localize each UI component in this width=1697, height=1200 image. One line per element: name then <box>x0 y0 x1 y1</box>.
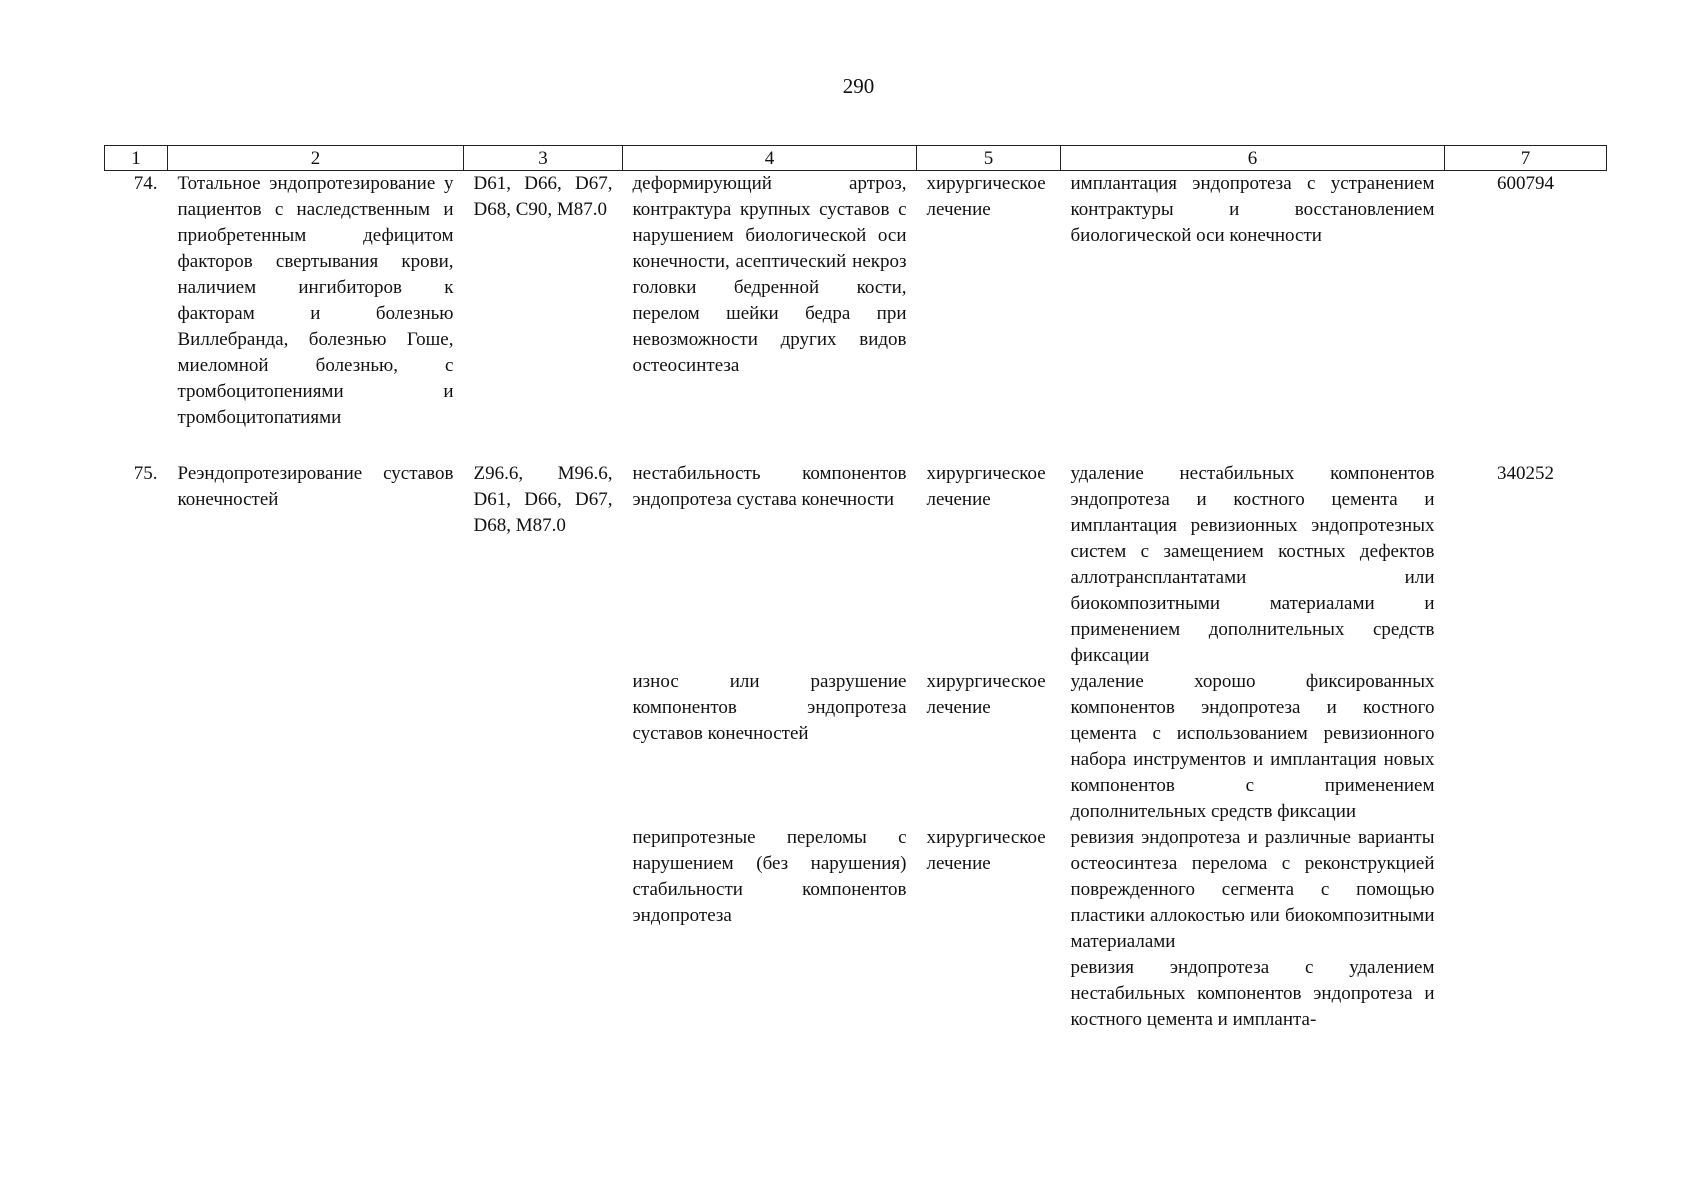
treatment-method: имплантация эндопротеза с устранением контрактуры и восстановлением биологической оси конечности <box>1070 173 1435 246</box>
row-number: 75. <box>133 463 158 484</box>
treatment-type <box>917 955 1061 1033</box>
row-number <box>105 669 168 825</box>
cost-value <box>1445 669 1607 825</box>
table-row <box>105 669 1607 825</box>
cost-value <box>1445 825 1607 955</box>
cost-value: 600794 <box>1497 173 1554 194</box>
patient-model: нестабильность компонентов эндопротеза сустава конечности <box>632 463 907 510</box>
column-header: 5 <box>917 146 1061 171</box>
column-header: 4 <box>623 146 917 171</box>
icd-codes <box>464 669 623 825</box>
column-header: 6 <box>1061 146 1445 171</box>
patient-model: деформирующий артроз, контрактура крупных суставов с нарушением биологической оси конечности, асептический некроз головки бедренной кости, перелом шейки бедра при невозможности других видов остеосинтеза <box>632 173 907 376</box>
row-number: 74. <box>133 173 158 194</box>
treatment-type: хирургическое лечение <box>926 671 1046 718</box>
cost-value <box>1445 955 1607 1033</box>
patient-model <box>623 955 917 1033</box>
table-row <box>105 825 1607 955</box>
column-header: 7 <box>1445 146 1607 171</box>
procedure-name <box>168 825 464 955</box>
patient-model: износ или разрушение компонентов эндопротеза суставов конечностей <box>632 671 907 744</box>
page-number: 290 <box>842 74 875 98</box>
icd-codes: D61, D66, D67, D68, C90, M87.0 <box>473 173 613 220</box>
table-row <box>105 955 1607 1033</box>
procedure-name: Тотальное эндопротезирование у пациентов с наследственным и приобретенным дефицитом факторов свертывания крови, наличием ингибиторов к факторам и болезнью Виллебранда, болезнью Гоше, миеломной болезнью, с тромбоцитопениями и тромбоцитопатиями <box>177 173 454 428</box>
column-header: 3 <box>464 146 623 171</box>
row-spacer <box>105 431 1607 461</box>
icd-codes: Z96.6, M96.6, D61, D66, D67, D68, M87.0 <box>473 463 613 536</box>
treatment-method: ревизия эндопротеза и различные варианты остеосинтеза перелома с реконструкцией поврежденного сегмента с помощью пластики аллокостью или биокомпозитными материалами <box>1070 827 1435 952</box>
column-header: 2 <box>168 146 464 171</box>
treatment-method: удаление хорошо фиксированных компонентов эндопротеза и костного цемента с использованием ревизионного набора инструментов и имплантация новых компонентов с применением дополнительных средств фиксации <box>1070 671 1435 822</box>
treatment-method: удаление нестабильных компонентов эндопротеза и костного цемента и имплантация ревизионных эндопротезных систем с замещением костных дефектов аллотрансплантатами или биокомпозитными материалами и применением дополнительных средств фиксации <box>1070 463 1435 666</box>
icd-codes <box>464 955 623 1033</box>
table-row <box>105 171 1607 432</box>
procedure-name: Реэндопротезирование суставов конечностей <box>177 463 454 510</box>
treatment-type: хирургическое лечение <box>926 827 1046 874</box>
column-header: 1 <box>105 146 168 171</box>
procedure-name <box>168 955 464 1033</box>
treatment-type: хирургическое лечение <box>926 173 1046 220</box>
table-row <box>105 461 1607 669</box>
row-number <box>105 825 168 955</box>
header-row <box>105 146 1607 171</box>
treatment-type: хирургическое лечение <box>926 463 1046 510</box>
cost-value: 340252 <box>1497 463 1554 484</box>
procedure-name <box>168 669 464 825</box>
patient-model: перипротезные переломы с нарушением (без нарушения) стабильности компонентов эндопротеза <box>632 827 907 926</box>
icd-codes <box>464 825 623 955</box>
procedures-table <box>104 145 1607 1033</box>
treatment-method: ревизия эндопротеза с удалением нестабильных компонентов эндопротеза и костного цемента и импланта- <box>1070 957 1435 1030</box>
row-number <box>105 955 168 1033</box>
